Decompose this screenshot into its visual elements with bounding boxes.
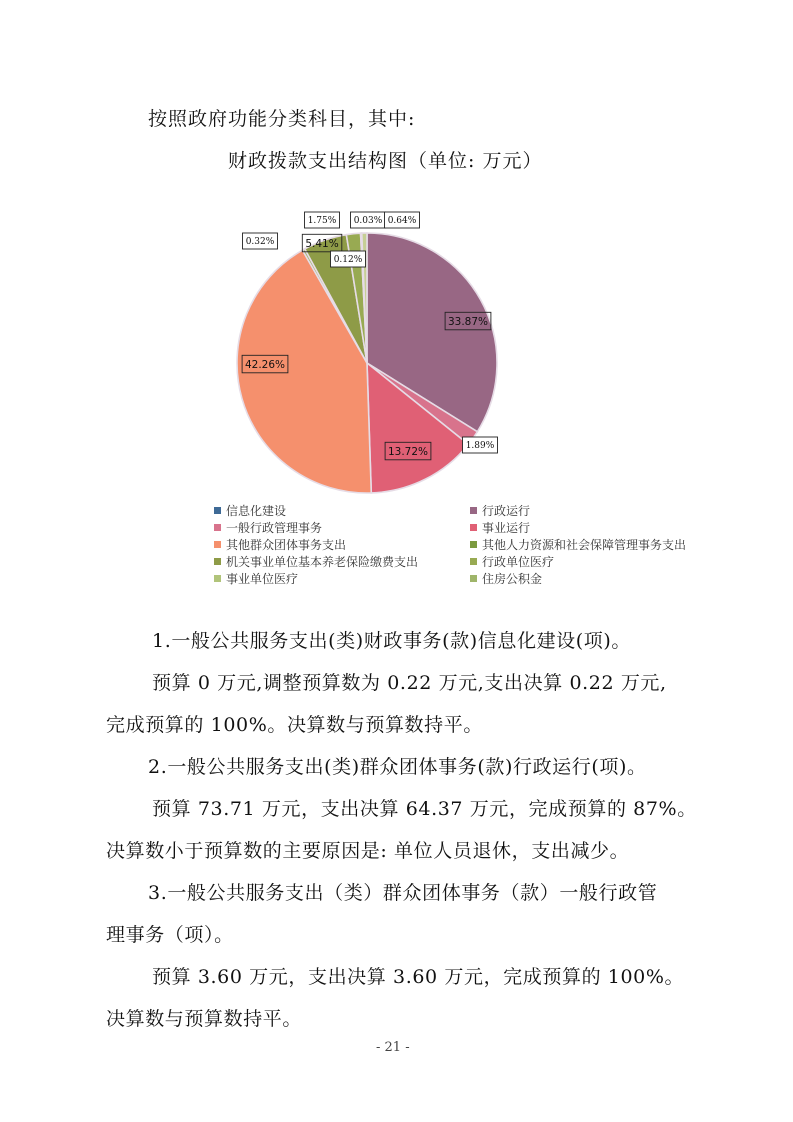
body-paragraph: 预算 3.60 万元，支出决算 3.60 万元，完成预算的 100%。	[152, 966, 685, 988]
legend-label: 其他人力资源和社会保障管理事务支出	[482, 538, 687, 552]
data-label	[385, 212, 420, 228]
body-paragraph: 预算 0 万元,调整预算数为 0.22 万元,支出决算 0.22 万元,	[152, 672, 667, 694]
page-number: - 21 -	[376, 1040, 410, 1055]
data-label-text: 0.03%	[353, 216, 383, 227]
data-label	[445, 312, 491, 330]
pie-chart	[200, 205, 600, 505]
body-paragraph: 理事务（项）。	[106, 924, 234, 946]
data-label	[302, 234, 342, 252]
body-paragraph: 2.一般公共服务支出(类)群众团体事务(款)行政运行(项)。	[148, 756, 647, 778]
legend-item	[470, 537, 686, 554]
chart-title: 财政拨款支出结构图（单位: 万元）	[228, 150, 543, 172]
legend-swatch	[214, 575, 221, 582]
legend-label: 行政运行	[482, 504, 531, 518]
legend-item	[214, 503, 286, 520]
body-paragraph: 1.一般公共服务支出(类)财政事务(款)信息化建设(项)。	[152, 630, 632, 652]
legend-swatch	[470, 575, 477, 582]
body-paragraph: 3.一般公共服务支出（类）群众团体事务（款）一般行政管	[148, 882, 658, 904]
data-label-text: 0.12%	[333, 255, 363, 266]
legend-swatch	[470, 507, 477, 514]
legend-item	[470, 503, 530, 520]
legend-label: 行政单位医疗	[482, 555, 555, 569]
legend-swatch	[470, 558, 477, 565]
legend-swatch	[470, 524, 477, 531]
data-label-text: 33.87%	[447, 315, 489, 328]
data-label-text: 0.32%	[245, 237, 275, 248]
legend-label: 机关事业单位基本养老保险缴费支出	[226, 555, 419, 569]
body-paragraph: 决算数与预算数持平。	[106, 1008, 303, 1030]
legend-swatch	[470, 541, 477, 548]
data-label-text: 1.89%	[465, 441, 495, 452]
data-label-text: 13.72%	[387, 445, 429, 458]
data-label-text: 42.26%	[244, 358, 286, 371]
legend-item	[214, 571, 298, 588]
legend-label: 信息化建设	[226, 504, 287, 518]
legend-item	[214, 554, 418, 571]
data-label-text: 5.41%	[305, 237, 339, 250]
body-paragraph: 预算 73.71 万元，支出决算 64.37 万元，完成预算的 87%。	[152, 798, 697, 820]
data-label	[385, 442, 431, 460]
legend-label: 事业运行	[482, 521, 531, 535]
data-label-text: 0.64%	[387, 216, 417, 227]
legend-label: 住房公积金	[482, 572, 543, 586]
legend-item	[470, 554, 554, 571]
legend-label: 一般行政管理事务	[226, 521, 323, 535]
data-label	[243, 233, 278, 249]
data-label	[331, 251, 366, 267]
data-label	[463, 437, 498, 453]
legend-swatch	[214, 541, 221, 548]
body-paragraph: 完成预算的 100%。决算数与预算数持平。	[106, 714, 483, 736]
legend-item	[214, 520, 322, 537]
legend-swatch	[214, 524, 221, 531]
legend-swatch	[214, 507, 221, 514]
data-label-text: 1.75%	[307, 216, 337, 227]
legend-item	[214, 537, 346, 554]
data-label	[242, 355, 288, 373]
legend-swatch	[214, 558, 221, 565]
body-paragraph: 决算数小于预算数的主要原因是: 单位人员退休，支出减少。	[106, 840, 630, 862]
data-label	[351, 212, 386, 228]
legend-item	[470, 520, 530, 537]
legend-item	[470, 571, 542, 588]
intro-text: 按照政府功能分类科目，其中:	[148, 108, 416, 130]
legend-label: 其他群众团体事务支出	[226, 538, 347, 552]
legend-label: 事业单位医疗	[226, 572, 299, 586]
data-label	[305, 212, 340, 228]
